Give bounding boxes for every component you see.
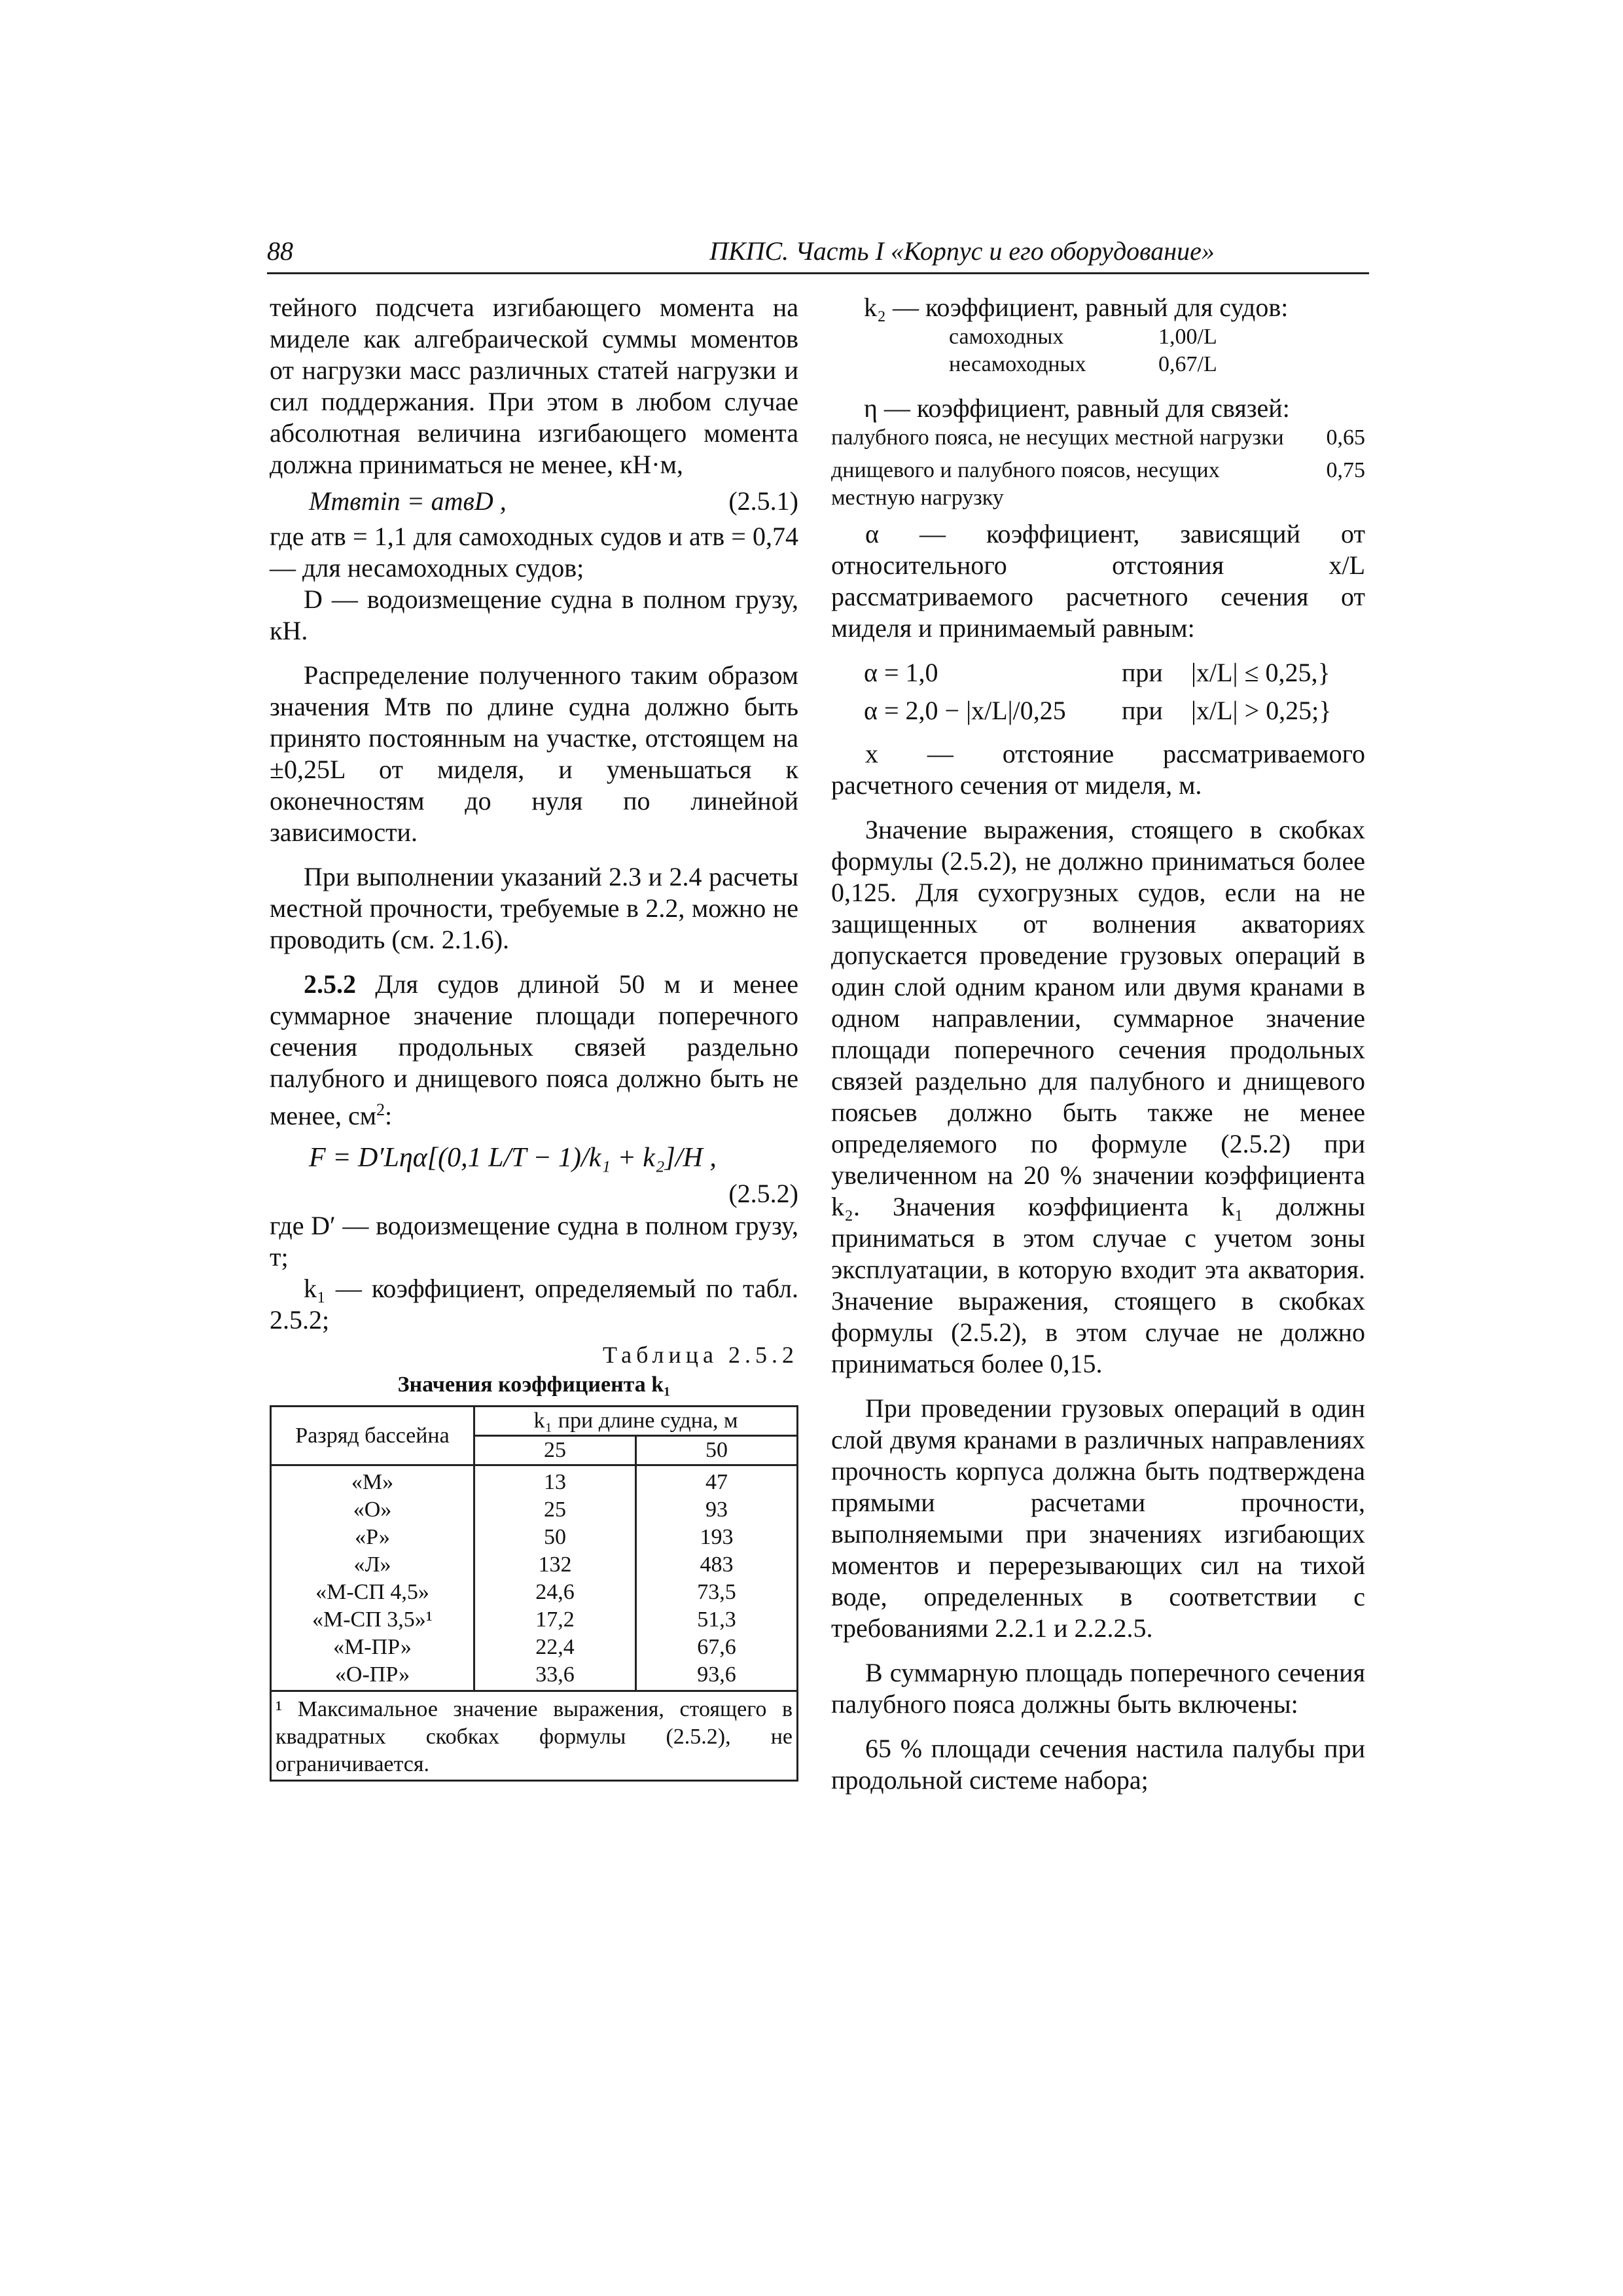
- alpha-case-word: при: [1122, 696, 1163, 725]
- table-header-50: 50: [635, 1436, 797, 1465]
- table-cell: 33,6: [474, 1661, 636, 1691]
- eta-definition: η — коэффициент, равный для связей:: [864, 393, 1290, 423]
- table-cell: «О-ПР»: [271, 1661, 474, 1691]
- left-column: [270, 292, 798, 1782]
- table-cell: 193: [635, 1524, 797, 1551]
- list-item: [831, 323, 1365, 351]
- table-row: [271, 1579, 798, 1606]
- k2-value: 1,00/L: [1158, 325, 1217, 349]
- paragraph-distribution: Распределение полученного таким образом значения Mтв по длине судна должно быть принято постоянным на участке, отстоящем на ±0,25L от миделя, и уменьшаться к оконечностям до нуля по линейной зависимости.: [270, 660, 798, 847]
- eta-value: 0,65: [1326, 425, 1365, 450]
- table-cell: 13: [474, 1465, 636, 1497]
- paragraph-local-strength: При выполнении указаний 2.3 и 2.4 расчеты местной прочности, требуемые в 2.2, можно не проводить (см. 2.1.6).: [270, 862, 798, 954]
- paragraph-2-5-2: [270, 969, 798, 1132]
- running-title: ПКПС. Часть I «Корпус и его оборудование»: [709, 236, 1215, 266]
- eta-connection-type: палубного пояса, не несущих местной нагрузки: [831, 425, 1284, 450]
- table-title: Значения коэффициента k₁: [397, 1372, 671, 1397]
- paragraph-alpha: α — коэффициент, зависящий от относительного отстояния x/L рассматриваемого расчетного сечения от миделя и принимаемый равным:: [831, 519, 1365, 643]
- alpha-case-condition: |x/L| ≤ 0,25,}: [1191, 658, 1330, 687]
- table-cell: «М-СП 4,5»: [271, 1579, 474, 1606]
- table-cell: 93: [635, 1496, 797, 1524]
- k2-vessel-type: несамоходных: [949, 352, 1086, 376]
- alpha-case-lhs: α = 2,0 − |x/L|/0,25: [864, 696, 1066, 725]
- paragraph-k1: k₁ — коэффициент, определяемый по табл. 2.5.2;: [270, 1274, 798, 1335]
- table-cell: 132: [474, 1551, 636, 1579]
- paragraph-65-percent: 65 % площади сечения настила палубы при продольной системе набора;: [831, 1734, 1365, 1795]
- table-cell: 47: [635, 1465, 797, 1497]
- k2-vessel-type: самоходных: [949, 325, 1064, 349]
- table-cell: «М-СП 3,5»¹: [271, 1606, 474, 1634]
- table-cell: 24,6: [474, 1579, 636, 1606]
- alpha-case-condition: |x/L| > 0,25;}: [1191, 696, 1332, 725]
- table-row: [271, 1524, 798, 1551]
- alpha-equation-system: [831, 655, 1365, 732]
- list-item: [831, 424, 1365, 452]
- table-cell: «О»: [271, 1496, 474, 1524]
- eta-value: 0,75: [1326, 458, 1365, 482]
- list-item: [831, 457, 1365, 512]
- table-header-25: 25: [474, 1436, 636, 1465]
- table-cell: 73,5: [635, 1579, 797, 1606]
- unit-superscript: 2: [376, 1100, 385, 1119]
- paragraph-x-def: x — отстояние рассматриваемого расчетного сечения от миделя, м.: [831, 739, 1365, 800]
- page-number: 88: [267, 236, 293, 266]
- table-cell: «Л»: [271, 1551, 474, 1579]
- paragraph-d-prime: где D′ — водоизмещение судна в полном грузу, т;: [270, 1211, 798, 1272]
- table-cell: 483: [635, 1551, 797, 1579]
- section-number: 2.5.2: [304, 969, 356, 999]
- table-cell: «М-ПР»: [271, 1634, 474, 1661]
- table-row: [271, 1465, 798, 1497]
- table-header-length: k₁ при длине судна, м: [474, 1407, 798, 1436]
- alpha-case-lhs: α = 1,0: [864, 658, 938, 687]
- equation-number: (2.5.1): [728, 486, 798, 516]
- right-column: [831, 292, 1365, 1796]
- paragraph-expression-value: Значение выражения, стоящего в скобках формулы (2.5.2), не должно приниматься более 0,125. Для сухогрузных судов, если на не защищенных от волнения акваториях допускается проведение грузовых операций в один слой одним краном или двумя кранами в одном направлении, суммарное значение площади поперечного сечения продольных связей раздельно для палубного и днищевого поясьев должно быть также не менее определяемого по формуле (2.5.2) при увеличенном на 20 % значении коэффициента k₂. Значения коэффициента k₁ должны приниматься в этом случае с учетом зоны эксплуатации, в которую входит эта акватория. Значение выражения, стоящего в скобках формулы (2.5.2), в этом случае не должно приниматься более 0,15.: [831, 815, 1365, 1378]
- paragraph-sum-area: В суммарную площадь поперечного сечения палубного пояса должны быть включены:: [831, 1658, 1365, 1719]
- k2-value: 0,67/L: [1158, 352, 1217, 376]
- table-cell: 51,3: [635, 1606, 797, 1634]
- table-row: [271, 1496, 798, 1524]
- equation-lhs: Mтвmin = aтвD ,: [309, 486, 507, 516]
- table-cell: 67,6: [635, 1634, 797, 1661]
- paragraph-a-tv: где aтв = 1,1 для самоходных судов и aтв = 0,74 — для несамоходных судов;: [270, 522, 798, 583]
- table-row: [271, 1634, 798, 1661]
- paragraph-intro: тейного подсчета изгибающего момента на миделе как алгебраической суммы моментов от нагрузки масс различных статей нагрузки и сил поддержания. При этом в любом случае абсолютная величина изгибающего момента должна приниматься не менее, кН·м,: [270, 293, 798, 479]
- eta-connection-type: днищевого и палубного поясов, несущих местную нагрузку: [831, 458, 1220, 510]
- table-caption: Таблица 2.5.2: [603, 1342, 798, 1368]
- table-footnote: ¹ Максимальное значение выражения, стоящего в квадратных скобках формулы (2.5.2), не ограничивается.: [271, 1691, 798, 1781]
- k2-values: [831, 323, 1365, 378]
- page-header: [267, 233, 1369, 274]
- table-row: [271, 1661, 798, 1691]
- table-cell: «Р»: [271, 1524, 474, 1551]
- section-text-end: :: [385, 1101, 393, 1130]
- eta-values: [831, 424, 1365, 512]
- list-item: [831, 351, 1365, 378]
- paragraph-d-def: D — водоизмещение судна в полном грузу, кН.: [270, 584, 798, 645]
- table-cell: 93,6: [635, 1661, 797, 1691]
- table-cell: 50: [474, 1524, 636, 1551]
- k2-definition: k₂ — коэффициент, равный для судов:: [864, 293, 1289, 322]
- k1-table: [270, 1405, 798, 1782]
- table-header-basin: Разряд бассейна: [271, 1407, 474, 1465]
- table-cell: 22,4: [474, 1634, 636, 1661]
- equation-number: (2.5.2): [728, 1179, 798, 1208]
- table-row: [271, 1551, 798, 1579]
- equation-2-5-1: [270, 480, 798, 521]
- equation-2-5-2: F = D′Lηα[(0,1 L/T − 1)/k₁ + k₂]/H ,: [309, 1143, 717, 1173]
- section-text: Для судов длиной 50 м и менее суммарное значение площади поперечного сечения продольных связей раздельно палубного и днищевого пояса должно быть не менее, см: [270, 969, 798, 1130]
- table-row: [271, 1606, 798, 1634]
- alpha-case-word: при: [1122, 658, 1163, 687]
- paragraph-cranes: При проведении грузовых операций в один слой двумя кранами в различных направлениях прочность корпуса должна быть подтверждена прямыми расчетами прочности, выполняемыми при значениях изгибающих моментов и перерезывающих сил на тихой воде, определенных в соответствии с требованиями 2.2.1 и 2.2.2.5.: [831, 1393, 1365, 1643]
- table-cell: «М»: [271, 1465, 474, 1497]
- table-cell: 17,2: [474, 1606, 636, 1634]
- table-cell: 25: [474, 1496, 636, 1524]
